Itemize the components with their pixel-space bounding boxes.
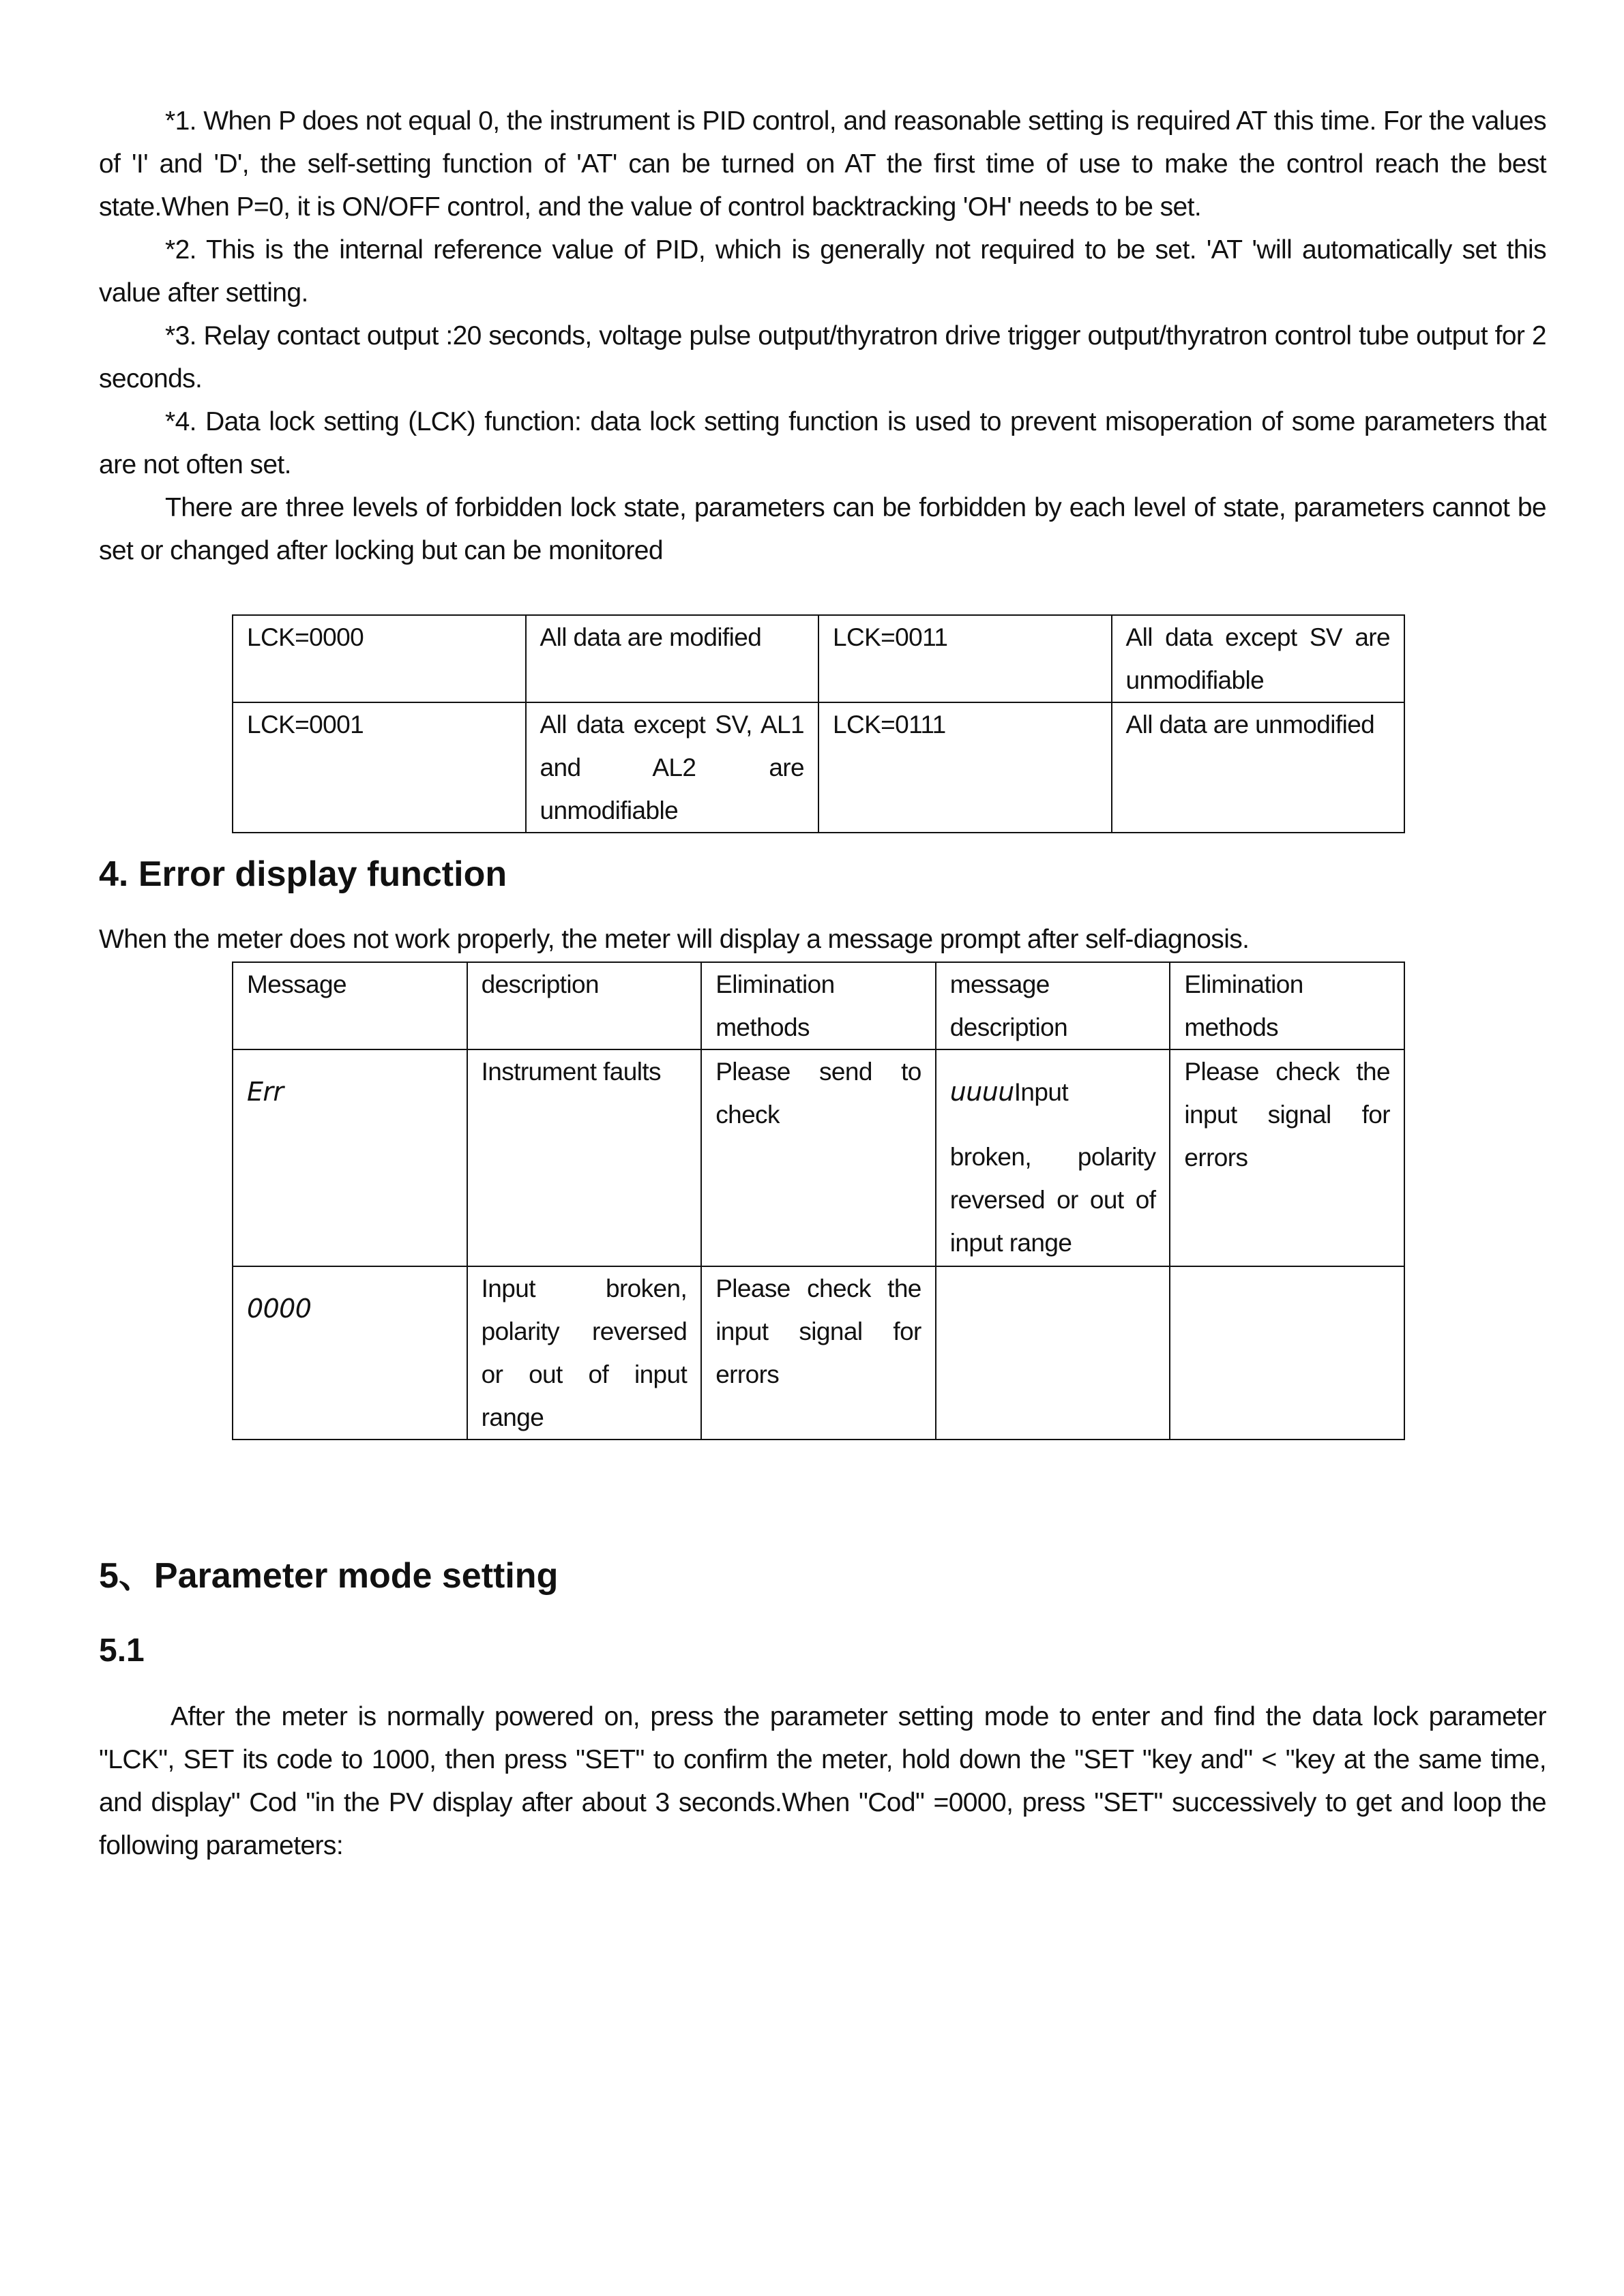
- cell: Please send to check: [701, 1049, 936, 1266]
- table-row: [233, 1266, 1404, 1440]
- cell: LCK=0011: [818, 615, 1112, 702]
- error-table: [232, 961, 1405, 1440]
- cell: [936, 1266, 1170, 1440]
- cell: All data except SV are unmodifiable: [1112, 615, 1405, 702]
- cell: Please check the input signal for errors: [1170, 1049, 1404, 1266]
- subsection-heading: 5.1: [99, 1632, 145, 1669]
- cell: Instrument faults: [467, 1049, 702, 1266]
- note-3: *3. Relay contact output :20 seconds, voltage pulse output/thyratron drive trigger output/thyratron control tube output for 2 seconds.: [99, 321, 1546, 393]
- header-cell: Elimination methods: [701, 962, 936, 1049]
- error-code: 0000: [247, 1294, 312, 1324]
- cell: All data are modified: [526, 615, 819, 702]
- cell: LCK=0111: [818, 702, 1112, 833]
- note-5: There are three levels of forbidden lock state, parameters can be forbidden by each level of state, parameters cannot be set or changed after locking but can be monitored: [99, 493, 1546, 565]
- lock-table: [232, 614, 1405, 833]
- table-row: [233, 702, 1404, 833]
- desc: Input: [1014, 1078, 1069, 1106]
- table-row: [233, 1049, 1404, 1266]
- error-code: uuuu: [949, 1077, 1014, 1107]
- section-4-heading: 4. Error display function: [99, 854, 507, 894]
- section-4-intro: [99, 918, 1546, 961]
- cell: Please check the input signal for errors: [701, 1266, 936, 1440]
- cell: [936, 1049, 1170, 1266]
- header-cell: Message: [233, 962, 467, 1049]
- table-row: [233, 615, 1404, 702]
- notes-block: [99, 100, 1546, 572]
- section-5-body: [99, 1695, 1546, 1867]
- error-code: Err: [247, 1077, 284, 1107]
- intro-text: When the meter does not work properly, the meter will display a message prompt after self-diagnosis.: [99, 925, 1250, 954]
- note-4: *4. Data lock setting (LCK) function: data lock setting function is used to prevent misoperation of some parameters that are not often set.: [99, 407, 1546, 479]
- note-2: *2. This is the internal reference value of PID, which is generally not required to be set. 'AT 'will automatically set this value after setting.: [99, 235, 1546, 308]
- paragraph: After the meter is normally powered on, press the parameter setting mode to enter and find the data lock parameter "LCK", SET its code to 1000, then press "SET" to confirm the meter, hold down the "SET "key and" < "key at the same time, and display" Cod "in the PV display after about 3 seconds.When "Cod" =0000, press "SET" successively to get and loop the following parameters:: [99, 1702, 1546, 1860]
- cell: [233, 1266, 467, 1440]
- section-5-heading: 5、Parameter mode setting: [99, 1556, 559, 1596]
- header-cell: Elimination methods: [1170, 962, 1404, 1049]
- table-header-row: [233, 962, 1404, 1049]
- cell: Input broken, polarity reversed or out of input range: [467, 1266, 702, 1440]
- cell: [1170, 1266, 1404, 1440]
- cell: LCK=0000: [233, 615, 526, 702]
- cell: All data are unmodified: [1112, 702, 1405, 833]
- header-cell: description: [467, 962, 702, 1049]
- cell: LCK=0001: [233, 702, 526, 833]
- cell: All data except SV, AL1 and AL2 are unmodifiable: [526, 702, 819, 833]
- header-cell: message description: [936, 962, 1170, 1049]
- desc: broken, polarity reversed or out of input range: [949, 1143, 1156, 1257]
- note-1: *1. When P does not equal 0, the instrument is PID control, and reasonable setting is required AT this time. For the values of 'I' and 'D', the self-setting function of 'AT' can be turned on AT the first time of use to make the control reach the best state.When P=0, it is ON/OFF control, and the value of control backtracking 'OH' needs to be set.: [99, 106, 1546, 222]
- cell: [233, 1049, 467, 1266]
